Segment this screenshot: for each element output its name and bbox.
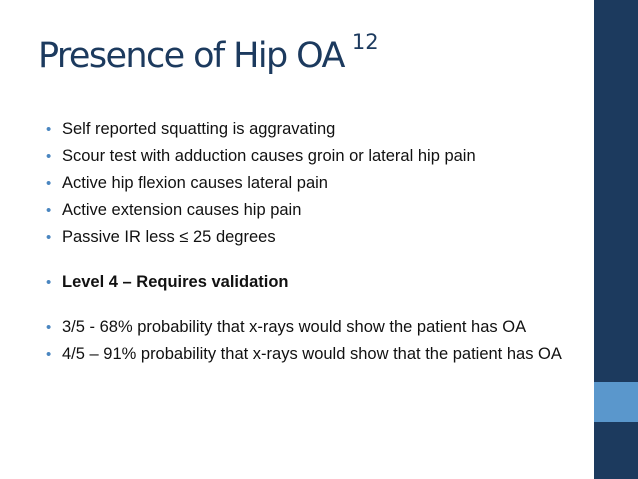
bullet-text: Scour test with adduction causes groin or lateral hip pain	[62, 147, 476, 165]
bullet-text: Level 4 – Requires validation	[62, 273, 289, 291]
bullet-marker: •	[46, 202, 52, 219]
bullet-item	[46, 120, 586, 139]
bullet-text: Passive IR less ≤ 25 degrees	[62, 228, 276, 246]
title-superscript: 12	[351, 30, 379, 54]
bullet-item	[46, 147, 586, 166]
bullet-text: Self reported squatting is aggravating	[62, 120, 336, 138]
bullet-item	[46, 228, 586, 247]
bullet-item	[46, 318, 586, 337]
bullet-item-level	[46, 273, 586, 292]
bullet-marker: •	[46, 121, 52, 138]
slide-title-text: Presence of Hip OA	[38, 36, 344, 76]
bullet-marker: •	[46, 148, 52, 165]
slide-title	[38, 30, 379, 76]
bullet-text: Active hip flexion causes lateral pain	[62, 174, 328, 192]
bullet-marker: •	[46, 346, 52, 363]
bullet-list	[46, 120, 586, 364]
bullet-item	[46, 201, 586, 220]
bullet-marker: •	[46, 274, 52, 291]
bullet-text: 3/5 - 68% probability that x-rays would show the patient has OA	[62, 318, 527, 336]
bullet-marker: •	[46, 175, 52, 192]
bullet-item	[46, 345, 586, 364]
bullet-marker: •	[46, 229, 52, 246]
bullet-text: 4/5 – 91% probability that x-rays would show that the patient has OA	[62, 345, 562, 363]
bullet-text: Active extension causes hip pain	[62, 201, 302, 219]
bullet-item	[46, 174, 586, 193]
bullet-marker: •	[46, 319, 52, 336]
sidebar-accent-block	[594, 382, 638, 422]
